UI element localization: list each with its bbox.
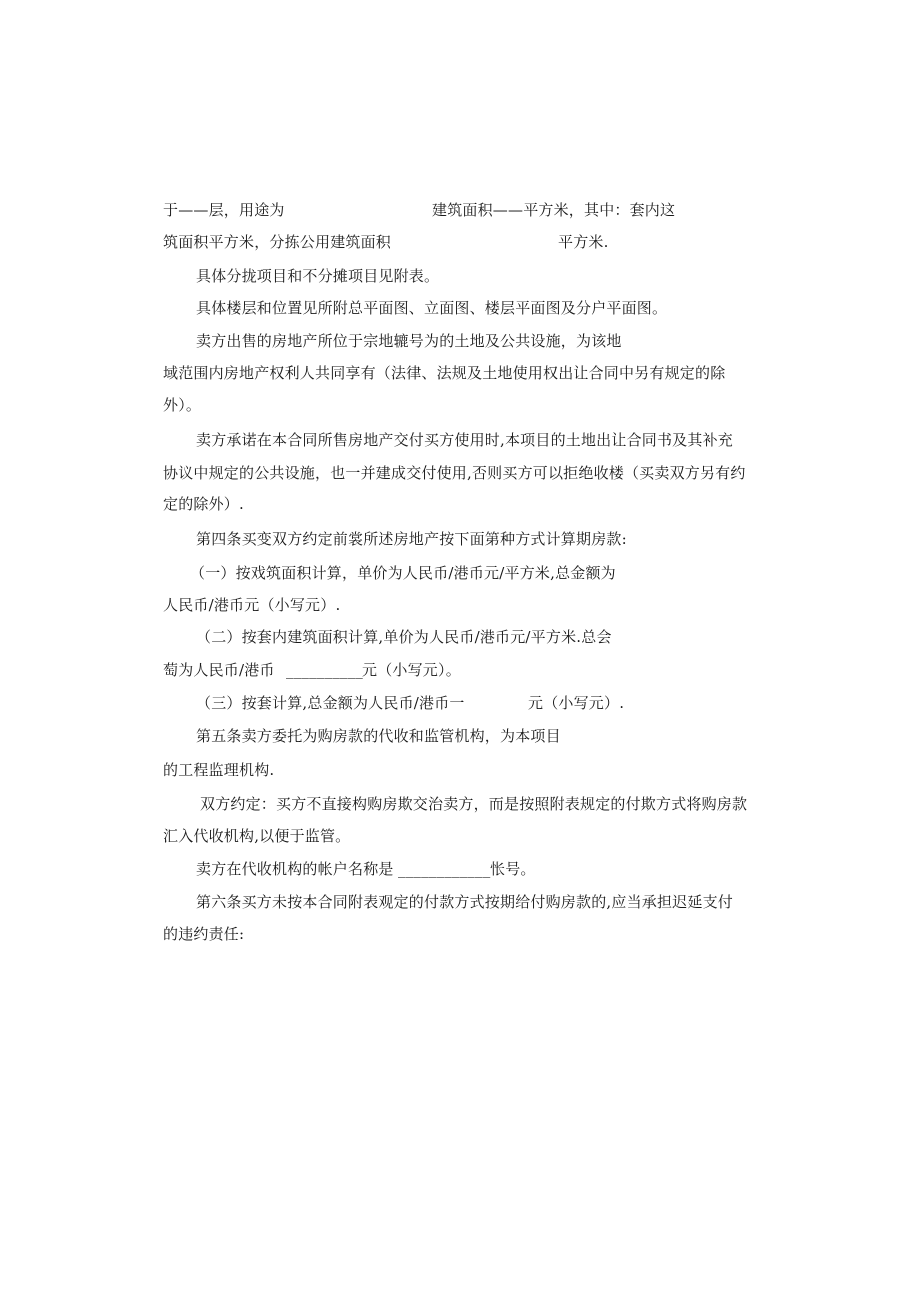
text-line: （三）按套计算,总金额为人民币/港币一 <box>196 694 465 712</box>
text-line: 卖方承诺在本合同所售房地产交付买方使用时,本项目的土地出让合同书及其补充 <box>196 431 733 449</box>
text-line: 元（小写元）. <box>528 694 625 712</box>
text-line: 具体楼层和位置见所附总平面图、立面图、楼层平面图及分户平面图。 <box>196 299 668 317</box>
text-line: 筑面积平方米，分拣公用建筑面积 <box>163 233 392 251</box>
text-line: 具体分拢项目和不分摊项目见附表。 <box>196 267 440 285</box>
text-line: 外）。 <box>163 396 202 414</box>
text-line: 的违约责任: <box>163 925 245 943</box>
text-line: 第五条卖方委托为购房款的代收和监管机构，为本项目 <box>196 727 561 745</box>
text-line: 域范围内房地产权利人共同享有（法律、法规及土地使用权出让合同中另有规定的除 <box>163 364 726 382</box>
text-line: 平方米. <box>558 233 609 251</box>
text-line: 第四条买变双方约定前裳所述房地产按下面第种方式计算期房款: <box>196 530 627 548</box>
text-line: 怅号。 <box>490 860 536 878</box>
text-line: 人民币/港币元（小写元）. <box>163 596 341 614</box>
blank-field: ____________ <box>398 860 491 878</box>
text-line: 于——层，用途为 <box>163 201 285 219</box>
text-line: 元（小写元）。 <box>362 661 461 679</box>
text-line: 第六条买方未按本合同附表观定的付款方式按期给付购房款的,应当承担迟延支付 <box>196 893 733 911</box>
text-line: 定的除外）. <box>163 495 244 513</box>
text-line: 建筑面积——平方米，其中：套内这 <box>432 201 676 219</box>
text-line: 的工程监理机构. <box>163 761 275 779</box>
text-line: 萄为人民币/港币 <box>163 661 275 679</box>
text-line: （二）按套内建筑面积计算,单价为人民币/港币元/平方米.总会 <box>196 628 612 646</box>
text-line: 汇入代收机构,以便于监管。 <box>163 827 351 845</box>
text-line: 双方约定：买方不直接构购房欺交治卖方，而是按照附表规定的付欺方式将购房款 <box>200 795 748 813</box>
blank-field: __________ <box>286 661 363 679</box>
text-line: 卖方在代收机构的帐户名称是 <box>196 860 394 878</box>
text-line: （一）按戏筑面积计算，单价为人民币/港币元/平方米,总金额为 <box>190 564 616 582</box>
text-line: 卖方出售的房地产所位于宗地辘号为的土地及公共设施，为该地 <box>196 332 622 350</box>
text-line: 协议中规定的公共设施，也一并建成交付使用,否则买方可以拒绝收楼（买卖双方另有约 <box>163 464 746 482</box>
